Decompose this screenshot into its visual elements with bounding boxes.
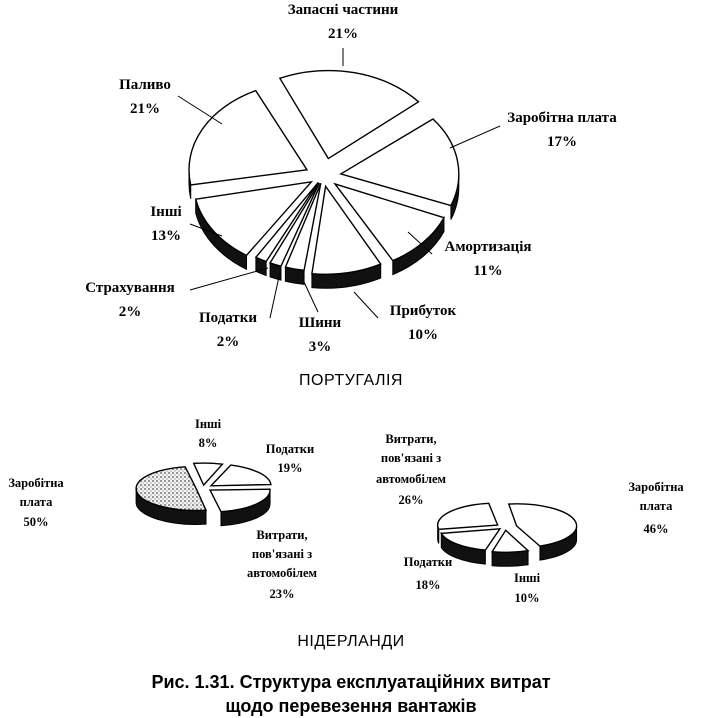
- slice-podatky: [211, 465, 271, 486]
- slice-name-label: Запасні частини: [287, 2, 399, 18]
- slice-name-label: Податки: [198, 310, 258, 326]
- slice-value-label: 50%: [23, 515, 49, 529]
- figure-caption-line-1: Рис. 1.31. Структура експлуатаційних витрат: [151, 672, 551, 692]
- leader-line: [450, 126, 500, 148]
- slice-name-label: плата: [639, 499, 673, 513]
- portugal-title: ПОРТУГАЛІЯ: [299, 372, 403, 389]
- figure-caption-line-2: щодо перевезення вантажів: [225, 696, 477, 716]
- slice-name-label: Інші: [194, 417, 222, 431]
- netherlands-title: НІДЕРЛАНДИ: [297, 633, 405, 650]
- slice-value-label: 26%: [398, 493, 424, 507]
- slice-name-label: Заробітна: [628, 480, 684, 494]
- slice-name-label: Податки: [265, 442, 315, 456]
- leader-line: [178, 96, 222, 124]
- slice-value-label: 10%: [514, 591, 540, 605]
- slice-name-label: пов'язані з: [251, 547, 313, 561]
- pie-chart-3: [376, 432, 684, 605]
- slice-name-label: пов'язані з: [380, 451, 442, 465]
- slice-value-label: 46%: [643, 522, 669, 536]
- slice-value-label: 21%: [130, 101, 160, 117]
- slice-side-inshi: [492, 551, 528, 567]
- slice-value-label: 17%: [547, 134, 577, 150]
- slice-name-label: Витрати,: [385, 432, 437, 446]
- slice-palyvo: [189, 91, 307, 185]
- slice-name-label: Витрати,: [256, 528, 308, 542]
- slice-value-label: 3%: [308, 339, 332, 355]
- slice-name-label: Амортизація: [444, 239, 532, 255]
- slice-value-label: 13%: [151, 228, 181, 244]
- slice-name-label: Заробітна плата: [507, 110, 617, 126]
- slice-vytraty-pov-iazani-z-avtomobilem: [438, 503, 498, 529]
- slice-name-label: Інші: [150, 204, 182, 220]
- leader-line: [354, 292, 378, 318]
- slice-value-label: 10%: [408, 327, 438, 343]
- leader-line: [190, 268, 268, 290]
- slice-value-label: 11%: [473, 263, 503, 279]
- slice-value-label: 23%: [269, 587, 295, 601]
- slice-value-label: 8%: [198, 436, 218, 450]
- slice-name-label: Паливо: [119, 77, 171, 93]
- slice-value-label: 21%: [328, 26, 358, 42]
- slice-value-label: 2%: [118, 304, 142, 320]
- slice-name-label: Прибуток: [389, 303, 457, 319]
- slice-name-label: Інші: [513, 571, 541, 585]
- slice-value-label: 18%: [415, 578, 441, 592]
- pie-chart-2: [8, 417, 317, 601]
- slice-name-label: Шини: [298, 315, 342, 331]
- slice-name-label: плата: [19, 495, 53, 509]
- slice-value-label: 2%: [216, 334, 240, 350]
- slice-value-label: 19%: [277, 461, 303, 475]
- slice-name-label: Заробітна: [8, 476, 64, 490]
- slice-name-label: Податки: [403, 555, 453, 569]
- slice-name-label: автомобілем: [375, 472, 447, 486]
- slice-name-label: Страхування: [85, 280, 175, 296]
- slice-name-label: автомобілем: [246, 566, 318, 580]
- pie-chart-1: [85, 2, 617, 355]
